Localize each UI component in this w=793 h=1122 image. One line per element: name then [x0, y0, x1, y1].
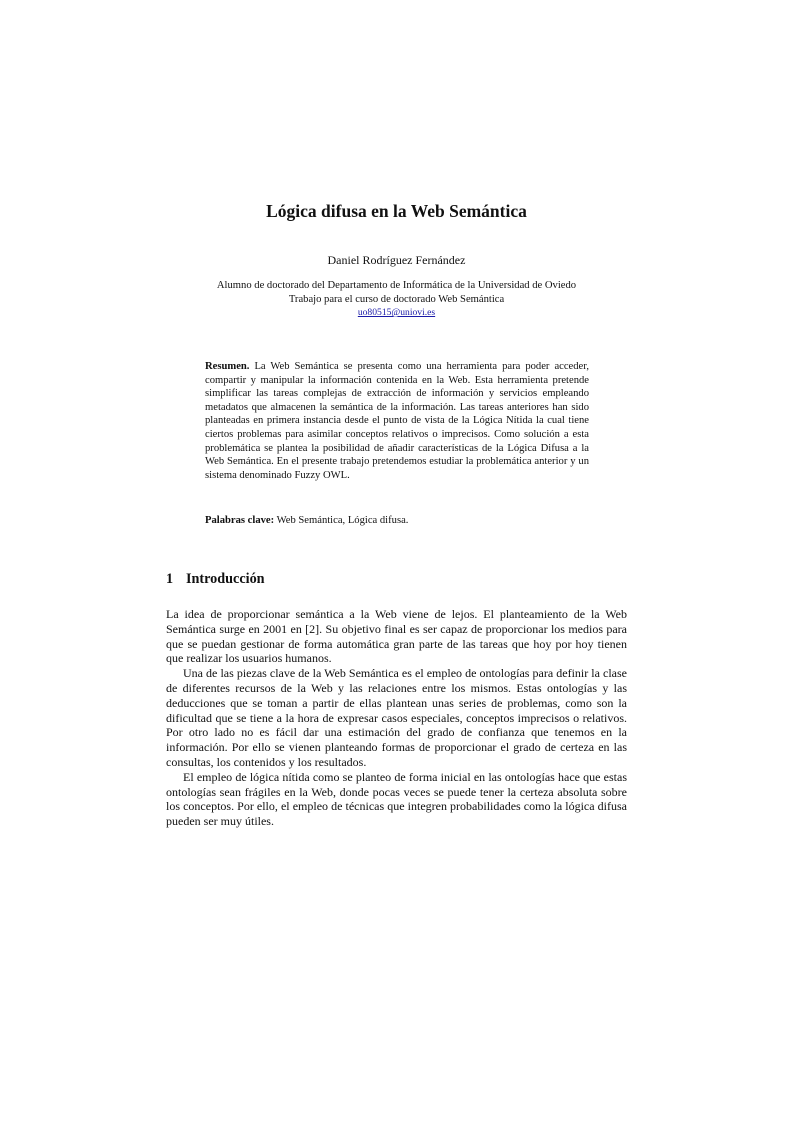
affiliation-block [0, 279, 793, 320]
section-number: 1 [166, 571, 174, 587]
keywords [205, 514, 589, 528]
affiliation-line: Alumno de doctorado del Departamento de Informática de la Universidad de Oviedo [216, 280, 577, 291]
body-paragraph: El empleo de lógica nítida como se planteo de forma inicial en las ontologías hace que estas ontologías sean frágiles en la Web, donde pocas veces se puede tener la certeza absoluta sobre los conceptos. Por ello, el empleo de técnicas que integren probabilidades como la lógica difusa pueden ser muy útiles. [166, 769, 627, 829]
abstract-label: Resumen. [205, 361, 250, 372]
email-link[interactable]: uo80515@uniovi.es [357, 307, 436, 319]
course-line: Trabajo para el curso de doctorado Web Semántica [288, 293, 505, 305]
section-heading [166, 570, 265, 588]
author-name: Daniel Rodríguez Fernández [327, 253, 466, 267]
abstract [205, 360, 589, 482]
keywords-label: Palabras clave: [205, 515, 275, 526]
body-paragraph: La idea de proporcionar semántica a la Web viene de lejos. El planteamiento de la Web Semántica surge en 2001 en [2]. Su objetivo final es ser capaz de proporcionar los medios para que se puedan gestionar de forma automática gran parte de las tareas que hoy por hoy tienen que realizar los usuarios humanos. [166, 607, 627, 666]
abstract-text: La Web Semántica se presenta como una herramienta para poder acceder, compartir y manipular la información contenida en la Web. Esta herramienta pretende simplificar las tareas complejas de extracción de información y servicios empleando metadatos que almacenen la semántica de la información. Las tareas anteriores han sido planteadas en primera instancia desde el punto de vista de la Lógica Nítida la cual tiene ciertos problemas para asimilar conceptos relativos o imprecisos. Como solución a esta problemática se plantea la posibilidad de añadir características de la Lógica Difusa a la Web Semántica. En el presente trabajo pretendemos estudiar la problemática anterior y un sistema denominado Fuzzy OWL. [205, 361, 589, 481]
paper-title: Lógica difusa en la Web Semántica [266, 201, 527, 221]
section-title: Introducción [186, 571, 265, 587]
section-body [166, 607, 627, 829]
body-paragraph: Una de las piezas clave de la Web Semántica es el empleo de ontologías para definir la clase de diferentes recursos de la Web y las relaciones entre los mismos. Estas ontologías y las deducciones que se toman a partir de ellas plantean unas series de problemas, como son la dificultad que se tiene a la hora de expresar casos especiales, conceptos imprecisos o relativos. Por otro lado no es fácil dar una estimación del grado de confianza que tenemos en la información. Por ello se vienen planteando formas de proporcionar el grado de certeza en las consultas, los contenidos y los resultados. [166, 666, 627, 769]
keywords-text: Web Semántica, Lógica difusa. [276, 515, 409, 526]
